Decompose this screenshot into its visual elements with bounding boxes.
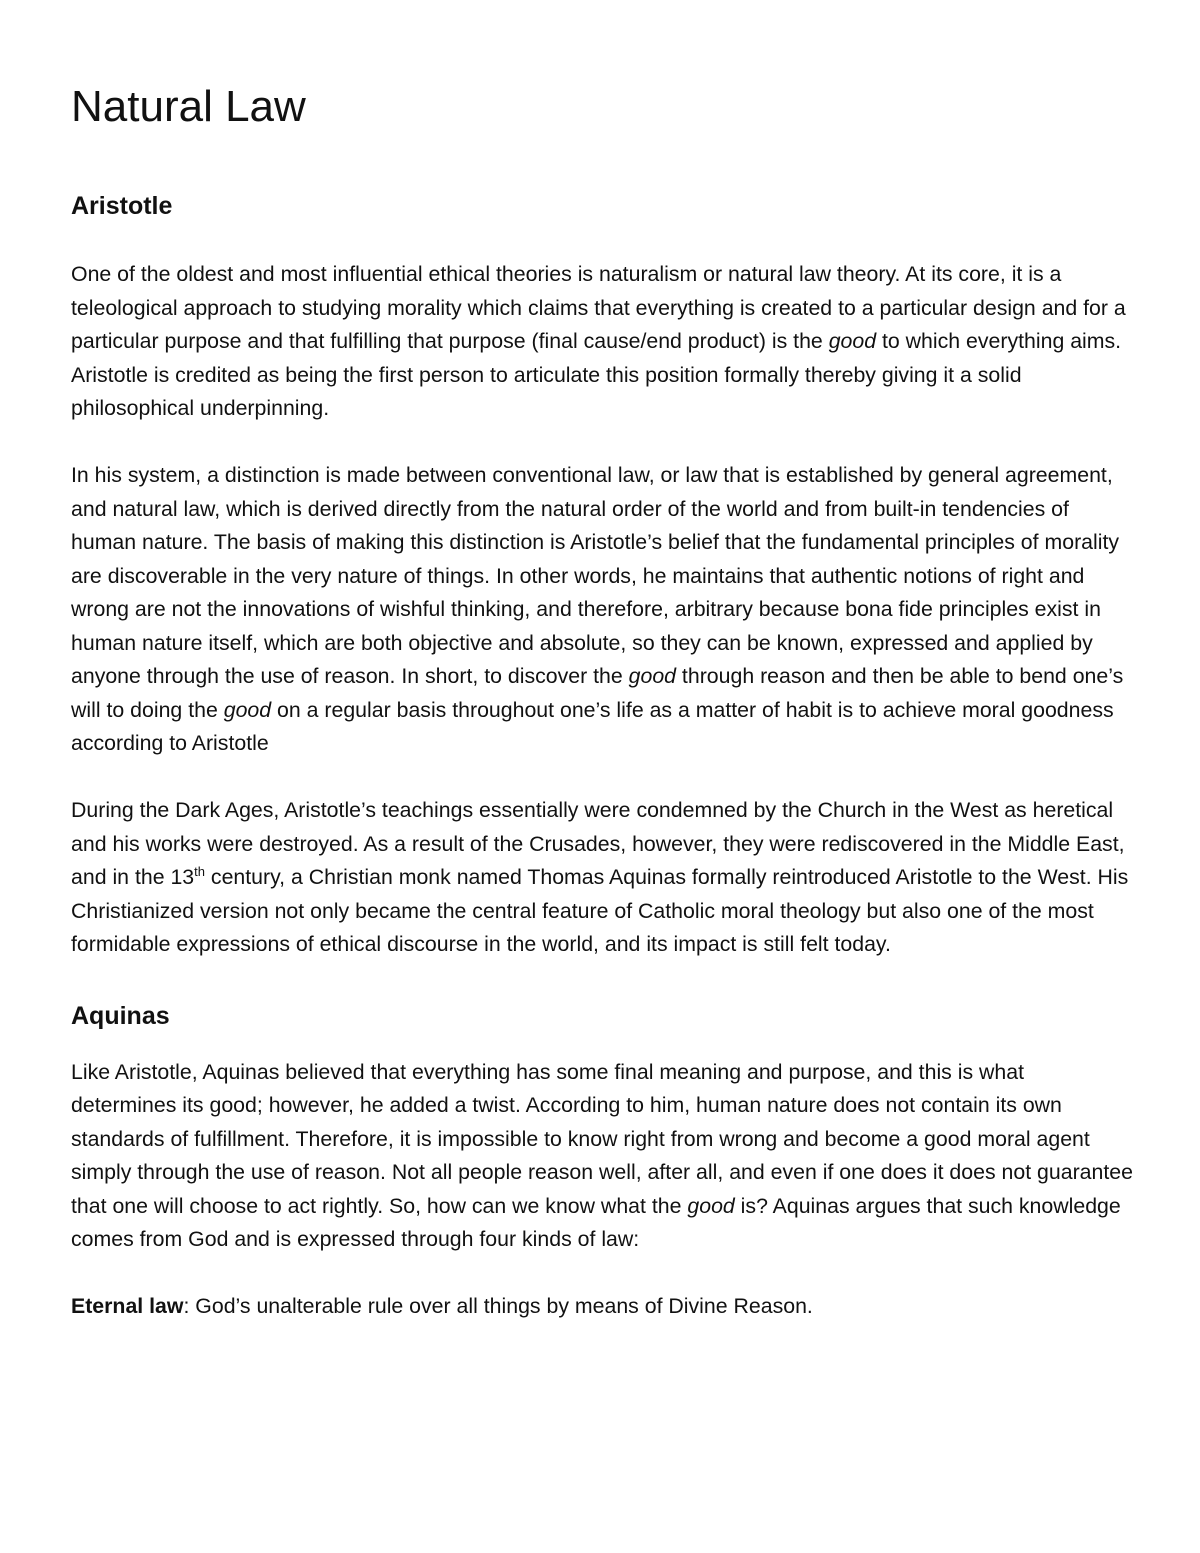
paragraph-eternal-law	[71, 1290, 1133, 1324]
text-run: century, a Christian monk named Thomas Aquinas formally reintroduced Aristotle to the West. His Christianized version not only became the central feature of Catholic moral theology but also one of the most formidable expressions of ethical discourse in the world, and its impact is still felt today.	[71, 865, 1129, 956]
text-run: Like Aristotle, Aquinas believed that everything has some final meaning and purpose, and this is what determines its good; however, he added a twist. According to him, human nature does not contain its own standards of fulfillment. Therefore, it is impossible to know right from wrong and become a good moral agent simply through the use of reason. Not all people reason well, after all, and even if one does it does not guarantee that one will choose to act rightly. So, how can we know what the	[71, 1059, 1133, 1218]
emphasis-good: good	[223, 697, 272, 722]
term-eternal-law: Eternal law	[71, 1294, 184, 1318]
emphasis-good: good	[828, 329, 877, 353]
text-run: on a regular basis throughout one’s life as a matter of habit is to achieve moral goodness according to Aristotle	[71, 697, 1114, 755]
text-run: During the Dark Ages, Aristotle’s teachings essentially were condemned by the Church in the West as heretical and his works were destroyed. As a result of the Crusades, however, they were rediscovered in the Middle East, and in the 13	[71, 798, 1125, 889]
text-run: : God’s unalterable rule over all things by means of Divine Reason.	[183, 1294, 813, 1318]
paragraph-aristotle-intro	[71, 258, 1133, 426]
text-run: One of the oldest and most influential ethical theories is naturalism or natural law theory. At its core, it is a teleological approach to studying morality which claims that everything is created to a particular design and for a particular purpose and that fulfilling that purpose (final cause/end product) is the	[71, 262, 1126, 353]
paragraph-aristotle-system	[71, 459, 1133, 761]
document-title: Natural Law	[71, 82, 306, 131]
text-run: is? Aquinas argues that such knowledge comes from God and is expressed through four kinds of law:	[71, 1193, 1121, 1251]
section-heading-aquinas: Aquinas	[71, 1001, 170, 1030]
emphasis-good: good	[628, 664, 677, 688]
paragraph-aquinas-intro	[71, 1056, 1133, 1257]
section-heading-aristotle: Aristotle	[71, 192, 173, 220]
paragraph-dark-ages	[71, 794, 1133, 962]
text-run: to which everything aims. Aristotle is credited as being the first person to articulate this position formally thereby giving it a solid philosophical underpinning.	[71, 329, 1122, 420]
text-run: through reason and then be able to bend one’s will to doing the	[71, 664, 1124, 722]
document-body	[71, 80, 1133, 1324]
superscript-ordinal: th	[194, 863, 205, 879]
emphasis-good: good	[687, 1193, 735, 1218]
text-run: In his system, a distinction is made between conventional law, or law that is established by general agreement, and natural law, which is derived directly from the natural order of the world and from built-in tendencies of human nature. The basis of making this distinction is Aristotle’s belief that the fundamental principles of morality are discoverable in the very nature of things. In other words, he maintains that authentic notions of right and wrong are not the innovations of wishful thinking, and therefore, arbitrary because bona fide principles exist in human nature itself, which are both objective and absolute, so they can be known, expressed and applied by anyone through the use of reason. In short, to discover the	[71, 463, 1120, 688]
